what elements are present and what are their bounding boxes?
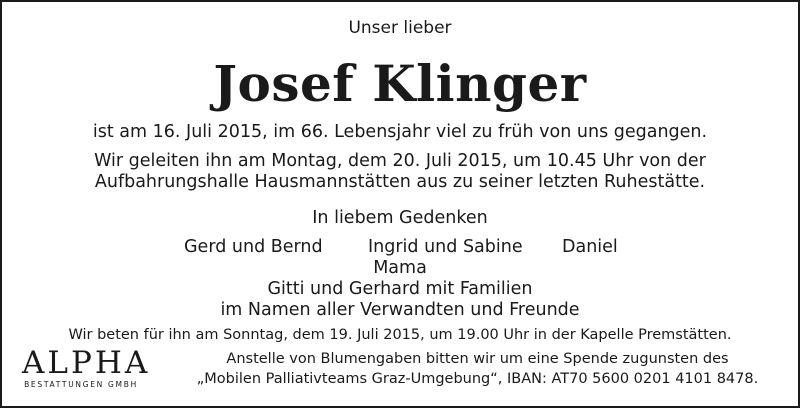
funeral-info-line-1: Wir geleiten ihn am Montag, dem 20. Juli 2015, um 10.45 Uhr von der [94,151,706,171]
logo-subtitle: BESTATTUNGEN GMBH [24,380,138,389]
intro-text: Unser lieber [348,18,452,38]
deceased-name: Josef Klinger [213,54,587,113]
mourner-name: Gerd und Bernd [184,237,323,257]
donation-info-line-2: „Mobilen Palliativteams Graz-Umgebung“, IBAN: AT70 5600 0201 4101 8478. [196,371,759,387]
funeral-info-line-2: Aufbahrungshalle Hausmannstätten aus zu seiner letzten Ruhestätte. [94,172,706,192]
donation-info-line-1: Anstelle von Blumengaben bitten wir um eine Spende zugunsten des [226,351,729,367]
relatives-line: im Namen aller Verwandten und Freunde [220,300,580,320]
mourner-name: Daniel [562,237,618,257]
prayer-service-info: Wir beten für ihn am Sonntag, dem 19. Juli 2015, um 19.00 Uhr in der Kapelle Premstätten. [68,327,732,343]
remembrance-heading: In liebem Gedenken [312,208,488,228]
death-announcement: ist am 16. Juli 2015, im 66. Lebensjahr viel zu früh von uns gegangen. [92,122,708,142]
mourner-mama: Mama [373,258,427,278]
mourner-family: Gitti und Gerhard mit Familien [267,279,533,299]
logo-name: ALPHA [22,345,151,381]
funeral-home-logo [22,345,151,390]
mourner-name: Ingrid und Sabine [368,237,523,257]
